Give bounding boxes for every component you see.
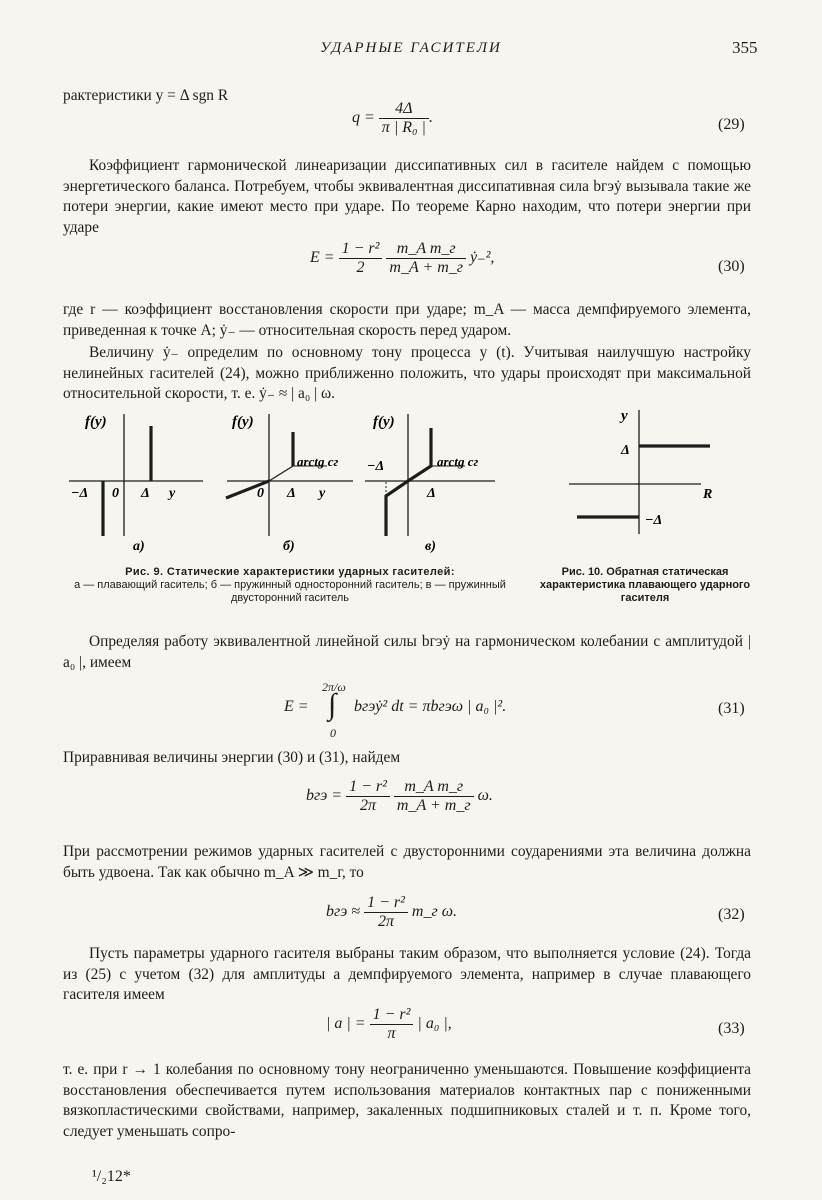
eq31-integral-sign: ∫: [328, 688, 337, 721]
eqb-tail: ω.: [477, 787, 493, 805]
eqb-den1: 2π: [360, 797, 377, 814]
eq33-tail: | a₀ |,: [417, 1015, 452, 1033]
fig9-caption: [70, 566, 510, 605]
equation-b-ge: [306, 778, 493, 815]
equation-30: [310, 240, 494, 277]
fig9a-plot: [69, 414, 203, 554]
fig9a-neg-delta: −Δ: [71, 486, 89, 501]
equation-33: [326, 1006, 452, 1043]
eq31-body: bгэẏ² dt = πbгэω | a₀ |².: [354, 698, 507, 715]
eq29-lhs: q =: [352, 109, 375, 127]
fig10-plot: [569, 408, 712, 534]
eqb-den2: m_A + m_г: [396, 797, 471, 814]
eq30-den1: 2: [356, 259, 365, 276]
fig10-neg-delta: −Δ: [645, 513, 663, 528]
fig9-caption-body: а — плавающий гаситель; б — пружинный односторонний гаситель; в — пружинный двусторонний гаситель: [74, 579, 506, 604]
eq30-label: (30): [718, 258, 745, 275]
eqb-num1: 1 − r²: [346, 778, 390, 797]
eq32-lhs: bгэ ≈: [326, 903, 361, 921]
fig9a-ylabel: f(y): [85, 414, 107, 430]
equation-31: [284, 682, 704, 742]
fig9a-tag: а): [133, 539, 145, 554]
fig9a-x-label: y: [169, 486, 176, 501]
fig10-ylabel: y: [621, 408, 628, 424]
eq30-num1: 1 − r²: [339, 240, 383, 259]
eq30-tail: ẏ₋²,: [470, 249, 495, 267]
eq29-tail: .: [428, 109, 433, 127]
paragraph-6: При рассмотрении режимов ударных гасителей с двусторонними соударениями эта величина должна быть удвоена. Так как обычно m_A ≫ m_г, то: [63, 843, 751, 881]
eq32-label: (32): [718, 906, 745, 923]
paragraph-4: Определяя работу эквивалентной линейной силы bгэẏ на гармоническом колебании с амплитудой | a₀ |, имеем: [63, 633, 751, 671]
eq30-den2: m_A + m_г: [389, 259, 464, 276]
eq33-lhs: | a | =: [326, 1015, 366, 1033]
fig9c-ylabel: f(y): [373, 414, 395, 430]
eqb-num2: m_A m_г: [394, 778, 474, 797]
eq31-lower-limit: 0: [330, 726, 336, 740]
eq31-lhs: E =: [284, 698, 309, 715]
equation-29: [352, 100, 433, 137]
fig9b-zero: 0: [257, 486, 264, 501]
fig9c-plot: [365, 414, 495, 554]
fig9b-x-label: y: [319, 486, 326, 501]
paragraph-7: Пусть параметры ударного гасителя выбраны таким образом, что выполняется условие (24). Тогда из (25) с учетом (32) для амплитуды a демпфируемого элемента, например в случае плавающего гасителя имеем: [63, 945, 751, 1003]
page-number: 355: [732, 38, 758, 57]
intro-line: рактеристики y = Δ sgn R: [63, 87, 229, 104]
eq31-upper-limit: 2π/ω: [322, 680, 346, 694]
eq33-denominator: π: [387, 1025, 396, 1042]
fig9-caption-title: Рис. 9. Статические характеристики ударных гасителей:: [125, 566, 455, 578]
eq32-tail: m_г ω.: [411, 903, 457, 921]
fig9c-pos-delta: Δ: [427, 486, 436, 501]
fig9a-zero: 0: [112, 486, 119, 501]
paragraph-3: Величину ẏ₋ определим по основному тону процесса y (t). Учитывая наилучшую настройку нелинейных гасителей (24), можно приближенно положить, что удары происходят при максимальной относительной скорости, т. е. ẏ₋ ≈ | a₀ | ω.: [63, 344, 751, 402]
fig9b-angle-label: arctg cг: [297, 454, 339, 469]
eq30-num2: m_A m_г: [386, 240, 466, 259]
fig9b-slope-guide: [269, 466, 293, 481]
eq30-lhs: E =: [310, 249, 335, 267]
fig9b-plot: [226, 414, 353, 554]
paragraph-8: т. е. при r → 1 колебания по основному тону неограниченно уменьшаются. Повышение коэффициента восстановления обеспечивается путем использования материалов контактных пар с пониженными вязкопластическими свойствами, например, закаленных подшипниковых сталей и т. п. Кроме того, следует уменьшать сопро-: [63, 1061, 751, 1140]
paragraph-2: где r — коэффициент восстановления скорости при ударе; m_A — масса демпфируемого элемента, приведенная к точке A; ẏ₋ — относительная скорость перед ударом.: [63, 301, 751, 339]
fig10-pos-delta: Δ: [621, 443, 630, 458]
fig9a-pos-delta: Δ: [141, 486, 150, 501]
eq29-label: (29): [718, 116, 745, 133]
eq32-numerator: 1 − r²: [364, 894, 408, 913]
eqb-lhs: bгэ =: [306, 787, 343, 805]
fig9b-ylabel: f(y): [232, 414, 254, 430]
fig9c-tag: в): [425, 539, 436, 554]
paragraph-1: Коэффициент гармонической линеаризации диссипативных сил в гасителе найдем с помощью энергетического баланса. Потребуем, чтобы эквивалентная диссипативная сила bгэẏ вызывала такие же потери энергии, какие имеют место при ударе. По теореме Карно находим, что потери энергии при ударе: [63, 157, 751, 236]
equation-32: [326, 894, 457, 931]
signature-mark: ¹/₂12*: [92, 1168, 131, 1185]
fig9c-angle-label: arctg cг: [437, 454, 479, 469]
eq29-denominator: π | R₀ |: [381, 119, 426, 136]
eq32-denominator: 2π: [377, 913, 394, 930]
eq29-numerator: 4Δ: [379, 100, 429, 119]
running-header: УДАРНЫЕ ГАСИТЕЛИ: [320, 40, 502, 56]
eq33-numerator: 1 − r²: [370, 1006, 414, 1025]
fig9c-neg-delta: −Δ: [367, 459, 385, 474]
eq31-label: (31): [718, 700, 745, 717]
fig9b-pos-delta: Δ: [287, 486, 296, 501]
eq33-label: (33): [718, 1020, 745, 1037]
fig9b-tag: б): [283, 539, 295, 554]
figure-9-and-10: [55, 404, 765, 562]
fig10-caption: Рис. 10. Обратная статическая характеристика плавающего ударного гасителя: [539, 566, 751, 604]
paragraph-5: Приравнивая величины энергии (30) и (31), найдем: [63, 749, 401, 766]
fig10-x-label: R: [703, 487, 713, 502]
